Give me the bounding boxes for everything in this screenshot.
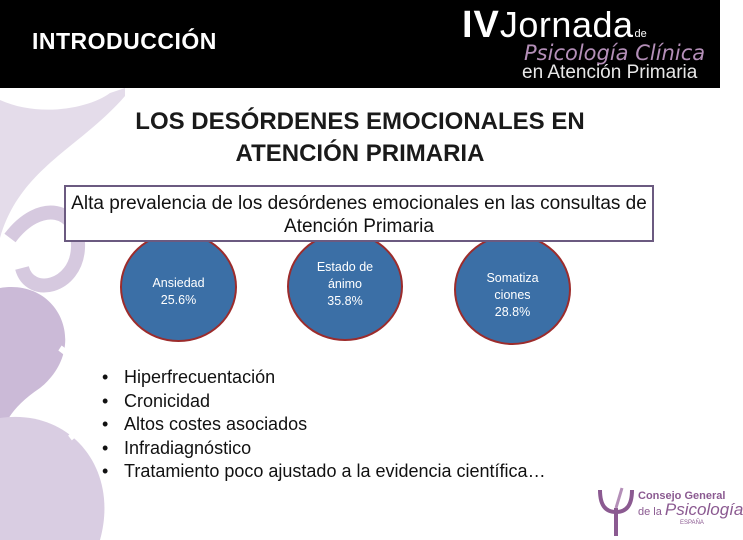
stat-circle-line: Somatiza (486, 271, 539, 285)
stat-circle-somatizaciones (454, 234, 571, 345)
stat-circle-estado-de-animo (287, 232, 403, 341)
stat-circle-line: 35.8% (327, 294, 363, 308)
stat-circle-ansiedad (120, 232, 237, 342)
bullet-item: • Hiperfrecuentación (100, 366, 546, 390)
event-logo (460, 4, 718, 84)
bullet-item: • Tratamiento poco ajustado a la evidencia científica… (100, 460, 546, 484)
bullet-item: • Cronicidad (100, 390, 546, 414)
event-roman-numeral: IV (462, 4, 500, 46)
stat-circle-label (139, 275, 219, 309)
event-word: Jornada (499, 4, 634, 45)
stat-circle-line: ánimo (327, 277, 363, 291)
psi-symbol-icon (596, 484, 636, 538)
event-logo-line2: Psicología Clínica (524, 41, 706, 65)
consejo-logo-line3: ESPAÑA (680, 520, 704, 526)
slide-title: LOS DESÓRDENES EMOCIONALES EN ATENCIÓN PRIMARIA (135, 108, 585, 167)
bullet-item: • Infradiagnóstico (100, 437, 546, 461)
consejo-logo-line2b: Psicología (664, 500, 743, 519)
stat-circle-line: 28.8% (494, 305, 531, 319)
bullet-item: • Altos costes asociados (100, 413, 546, 437)
consejo-logo-text (638, 490, 743, 527)
stat-circle-line: Ansiedad (152, 276, 205, 290)
callout-box: Alta prevalencia de los desórdenes emocionales en las consultas de Atención Primaria (64, 185, 654, 242)
event-logo-line3: en Atención Primaria (522, 62, 698, 83)
consejo-logo-line1: Consejo General (638, 490, 726, 502)
section-title: INTRODUCCIÓN (32, 28, 217, 54)
stat-circle-line: 25.6% (160, 293, 197, 307)
event-de: de (634, 28, 647, 40)
stat-circle-label (315, 259, 375, 310)
consejo-logo (596, 484, 743, 538)
stat-circle-line: Estado de (316, 260, 374, 274)
stat-circle-label (481, 270, 545, 321)
bullet-list (100, 366, 546, 484)
consejo-logo-line2 (638, 502, 743, 520)
stat-circle-line: ciones (494, 288, 531, 302)
header-bar (0, 0, 720, 88)
consejo-logo-line2a: de la (638, 506, 665, 518)
